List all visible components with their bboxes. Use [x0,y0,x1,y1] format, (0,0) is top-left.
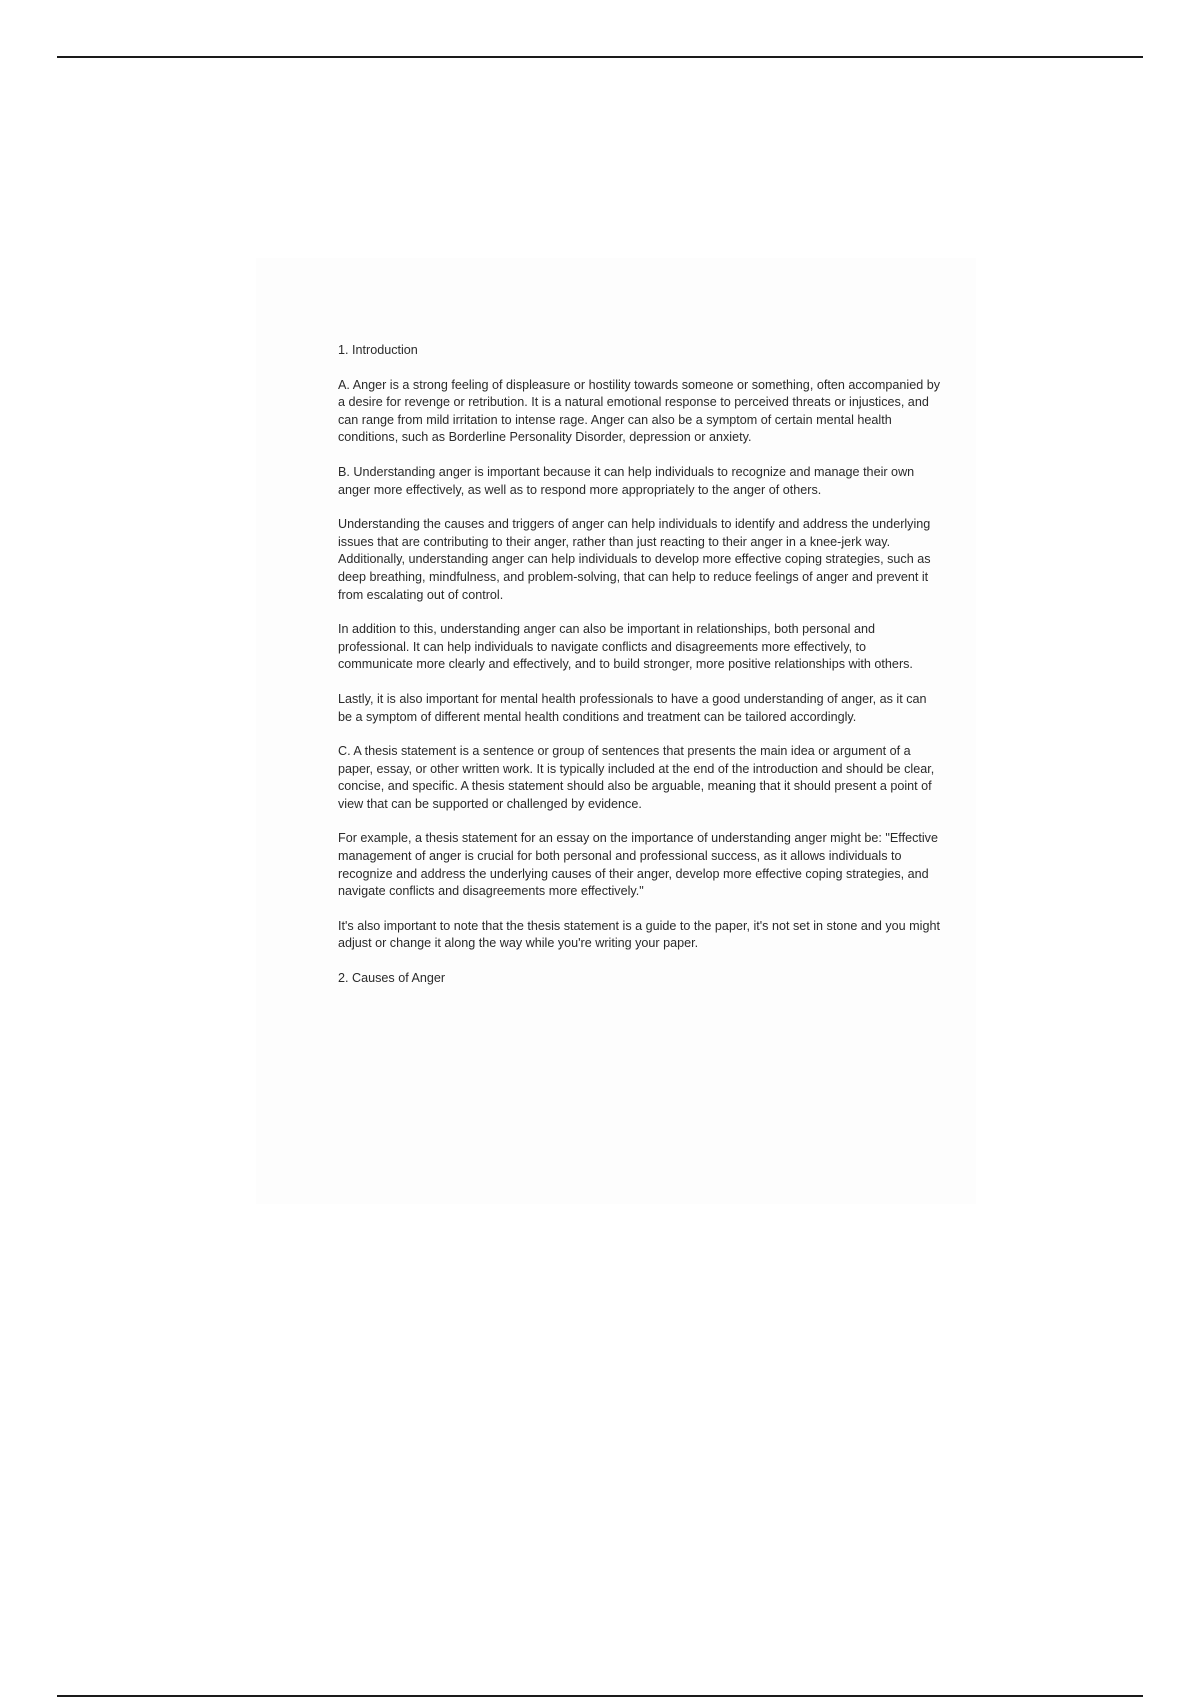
paragraph-definition-of-anger: A. Anger is a strong feeling of displeasure or hostility towards someone or something, often accompanied by a desire for revenge or retribution. It is a natural emotional response to perceived threats or injustices, and can range from mild irritation to intense rage. Anger can also be a symptom of certain mental health conditions, such as Borderline Personality Disorder, depression or anxiety. [338,377,941,445]
top-rule [57,56,1143,58]
paragraph-causes-and-triggers: Understanding the causes and triggers of anger can help individuals to identify and address the underlying issues that are contributing to their anger, rather than just reacting to their anger in a knee-jerk way. Additionally, understanding anger can help individuals to develop more effective coping strategies, such as deep breathing, mindfulness, and problem-solving, that can help to reduce feelings of anger and prevent it from escalating out of control. [338,517,931,602]
paragraph-mental-health-professionals: Lastly, it is also important for mental health professionals to have a good understanding of anger, as it can be a symptom of different mental health conditions and treatment can be tailored accordingly. [338,691,927,724]
paragraph-thesis-statement-definition: C. A thesis statement is a sentence or group of sentences that presents the main idea or argument of a paper, essay, or other written work. It is typically included at the end of the introduction and should be clear, concise, and specific. A thesis statement should also be arguable, meaning that it should present a point of view that can be supported or challenged by evidence. [338,744,935,811]
paragraph-thesis-example: For example, a thesis statement for an essay on the importance of understanding anger might be: "Effective management of anger is crucial for both personal and professional success, as it allows individuals to recognize and address the underlying causes of their anger, develop more effective coping strategies, and navigate conflicts and disagreements more effectively." [338,831,938,899]
section-heading-introduction: 1. Introduction [338,343,418,357]
paragraph-importance-of-understanding: B. Understanding anger is important because it can help individuals to recognize and manage their own anger more effectively, as well as to respond more appropriately to the anger of others. [338,464,915,497]
paragraph-relationships: In addition to this, understanding anger can also be important in relationships, both personal and professional. It can help individuals to navigate conflicts and disagreements more effectively, to communicate more clearly and effectively, and to build stronger, more positive relationships with others. [338,622,913,672]
section-heading-causes-of-anger: 2. Causes of Anger [338,971,446,986]
bottom-rule [57,1695,1143,1697]
paragraph-thesis-note: It's also important to note that the thesis statement is a guide to the paper, it's not set in stone and you might adjust or change it along the way while you're writing your paper. [338,918,940,951]
document-body [338,342,944,1005]
